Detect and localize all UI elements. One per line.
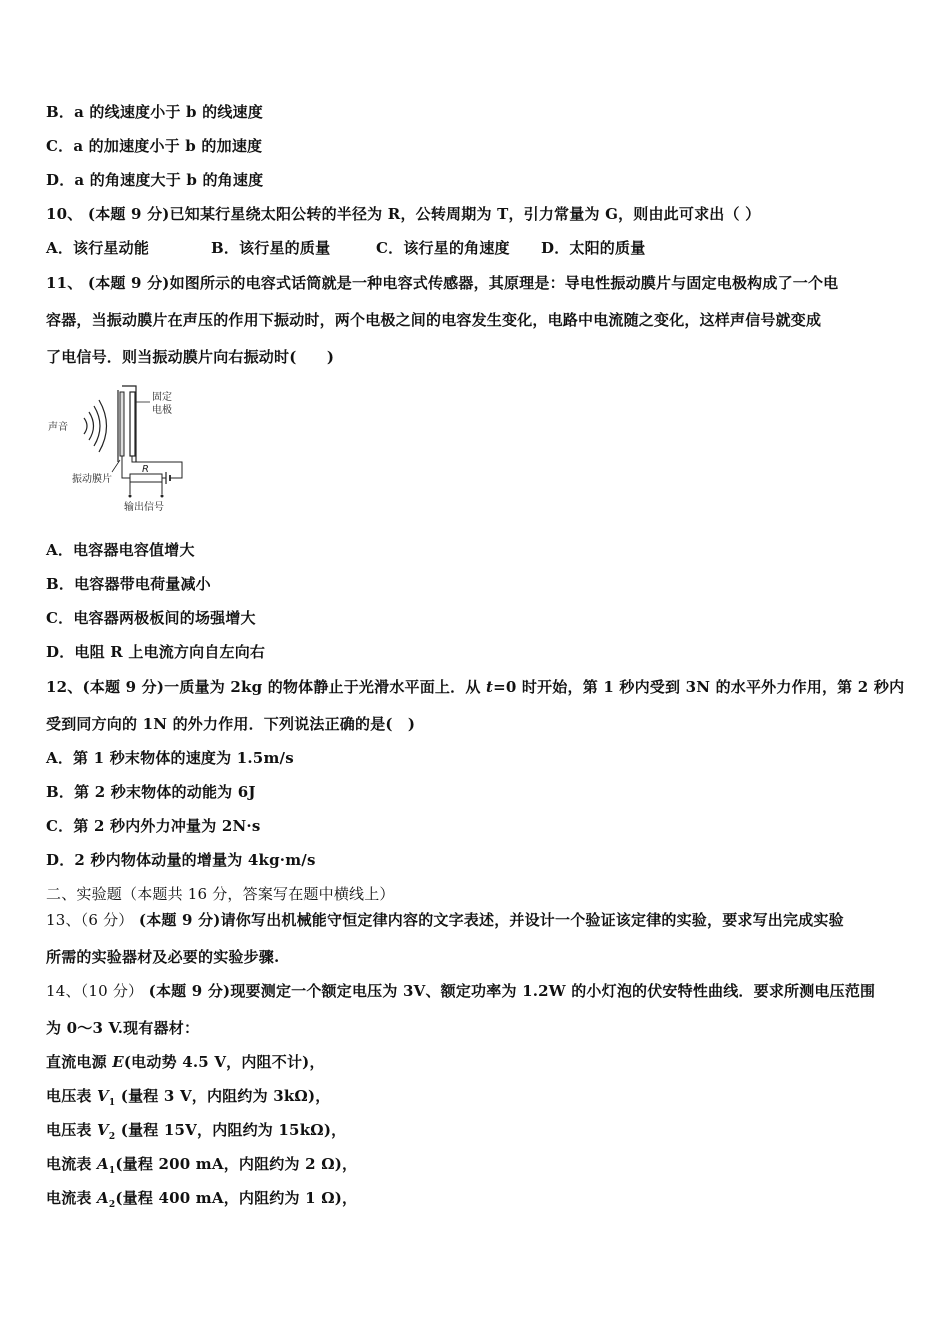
label-electrode-2: 电极 [152, 405, 172, 416]
equip-v2-var: V [97, 1121, 109, 1139]
section2-heading: 二、实验题（本题共 16 分，答案写在题中横线上） [46, 885, 395, 903]
sound-waves-icon [84, 400, 107, 452]
q10-option-c: C．该行星的角速度 [376, 239, 510, 257]
q13-stem-text: (本题 9 分)请你写出机械能守恒定律内容的文字表述，并设计一个验证该定律的实验，要求写出完成实验 [133, 911, 844, 929]
equip-v1-label: 电压表 [46, 1087, 98, 1105]
equip-power-label: 直流电源 [46, 1053, 113, 1071]
q11-option-c: C．电容器两极板间的场强增大 [46, 609, 256, 627]
q12-stem-part-b: =0 时开始，第 1 秒内受到 3N 的水平外力作用，第 2 秒内 [493, 678, 905, 696]
equip-v2-sub: 2 [108, 1132, 116, 1142]
q11-option-d: D．电阻 R 上电流方向自左向右 [46, 643, 266, 661]
q9-option-c: C．a 的加速度小于 b 的加速度 [46, 137, 263, 155]
label-sound: 声音 [48, 422, 68, 433]
q14-equip-voltmeter2 [46, 1120, 346, 1147]
equip-a1-sub: 1 [108, 1166, 116, 1176]
capacitor-microphone-figure [46, 382, 206, 517]
equip-a1-spec: (量程 200 mA，内阻约为 2 Ω)， [115, 1155, 358, 1173]
diaphragm [120, 392, 124, 456]
q12-var-t: t [485, 678, 494, 696]
q13-stem-line1 [46, 910, 844, 930]
q12-option-a: A．第 1 秒末物体的速度为 1.5m/s [46, 749, 294, 767]
equip-a1-var: A [97, 1155, 109, 1173]
equip-a2-label: 电流表 [46, 1189, 98, 1207]
q12-stem-line2: 受到同方向的 1N 的外力作用．下列说法正确的是( ) [46, 715, 416, 733]
q12-option-b: B．第 2 秒末物体的动能为 6J [46, 783, 256, 801]
q9-option-d: D．a 的角速度大于 b 的角速度 [46, 171, 264, 189]
q11-stem-line2: 容器，当振动膜片在声压的作用下振动时，两个电极之间的电容发生变化，电路中电流随之变化，这样声信号就变成 [46, 311, 822, 329]
q14-prefix: 14、（10 分） [46, 982, 144, 1000]
equip-power-spec: (电动势 4.5 V，内阻不计)， [123, 1053, 325, 1071]
label-resistor: R [142, 464, 149, 475]
equip-v1-spec: (量程 3 V，内阻约为 3kΩ)， [115, 1087, 331, 1105]
q10-option-d: D．太阳的质量 [541, 239, 646, 257]
q13-stem-line2: 所需的实验器材及必要的实验步骤. [46, 948, 280, 966]
equip-v2-spec: (量程 15V，内阻约为 15kΩ)， [115, 1121, 347, 1139]
q14-equip-power [46, 1052, 325, 1072]
q14-stem-line2: 为 0～3 V.现有器材： [46, 1019, 200, 1037]
q10-option-b: B．该行星的质量 [211, 239, 331, 257]
equip-v1-var: V [97, 1087, 109, 1105]
equip-power-var: E [112, 1053, 124, 1071]
q14-stem-line1 [46, 981, 875, 1001]
q10-options [46, 238, 645, 258]
label-diaphragm: 振动膜片 [72, 474, 112, 485]
equip-a2-sub: 2 [108, 1200, 116, 1210]
q12-stem-line1 [46, 677, 904, 697]
label-output: 输出信号 [124, 502, 164, 513]
equip-a1-label: 电流表 [46, 1155, 98, 1173]
equip-a2-var: A [97, 1189, 109, 1207]
equip-v1-sub: 1 [108, 1098, 116, 1108]
label-electrode-1: 固定 [152, 392, 172, 403]
q9-option-b: B．a 的线速度小于 b 的线速度 [46, 103, 263, 121]
q14-equip-ammeter2 [46, 1188, 357, 1215]
q11-option-a: A．电容器电容值增大 [46, 541, 195, 559]
q14-stem-text: (本题 9 分)现要测定一个额定电压为 3V、额定功率为 1.2W 的小灯泡的伏安特性曲线．要求所测电压范围 [143, 982, 876, 1000]
fixed-electrode [130, 392, 135, 456]
q11-option-b: B．电容器带电荷量减小 [46, 575, 211, 593]
q11-stem-line3: 了电信号．则当振动膜片向右振动时( ) [46, 348, 335, 366]
q11-stem-line1: 11、 (本题 9 分)如图所示的电容式话筒就是一种电容式传感器，其原理是：导电性振动膜片与固定电极构成了一个电 [46, 274, 839, 292]
q10-stem: 10、 (本题 9 分)已知某行星绕太阳公转的半径为 R，公转周期为 T，引力常量为 G，则由此可求出（ ） [46, 205, 761, 223]
equip-a2-spec: (量程 400 mA，内阻约为 1 Ω)， [115, 1189, 358, 1207]
equip-v2-label: 电压表 [46, 1121, 98, 1139]
q13-prefix: 13、（6 分） [46, 911, 134, 929]
q12-stem-part-a: 12、(本题 9 分)一质量为 2kg 的物体静止于光滑水平面上．从 [46, 678, 486, 696]
q14-equip-ammeter1 [46, 1154, 357, 1181]
q14-equip-voltmeter1 [46, 1086, 331, 1113]
q12-option-c: C．第 2 秒内外力冲量为 2N·s [46, 817, 261, 835]
resistor [130, 474, 162, 482]
q10-option-a: A．该行星动能 [46, 239, 150, 257]
q12-option-d: D．2 秒内物体动量的增量为 4kg·m/s [46, 851, 316, 869]
